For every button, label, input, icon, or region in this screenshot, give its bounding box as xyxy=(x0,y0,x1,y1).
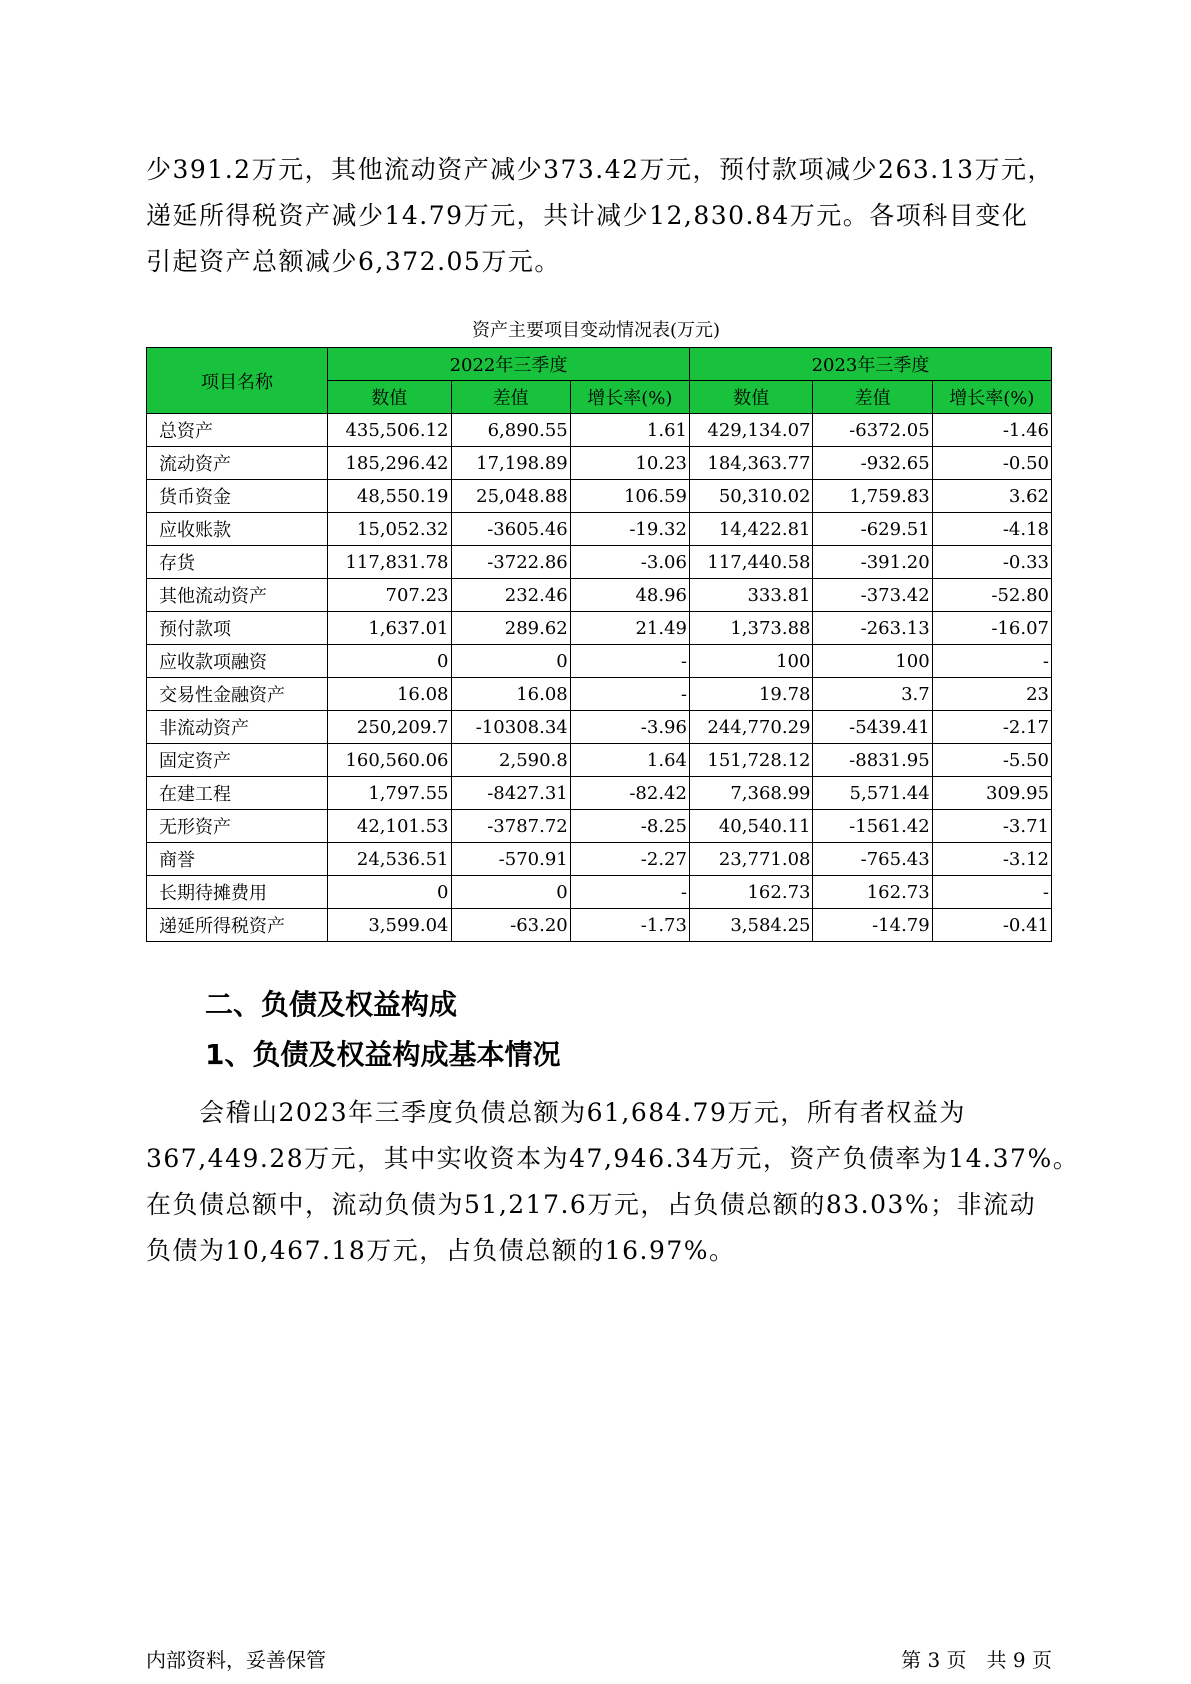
cell-d23: -6372.05 xyxy=(813,414,932,447)
table-row xyxy=(147,645,1052,678)
text-line: 负债为10,467.18万元，占负债总额的16.97%。 xyxy=(146,1236,736,1265)
cell-r22: -82.42 xyxy=(570,777,689,810)
cell-v22: 160,560.06 xyxy=(328,744,452,777)
cell-name: 总资产 xyxy=(147,414,328,447)
cell-v23: 117,440.58 xyxy=(689,546,813,579)
cell-d23: 100 xyxy=(813,645,932,678)
cell-r23: 23 xyxy=(932,678,1051,711)
cell-r22: 10.23 xyxy=(570,447,689,480)
header-diff: 差值 xyxy=(813,381,932,414)
cell-d22: 25,048.88 xyxy=(451,480,570,513)
cell-d23: -932.65 xyxy=(813,447,932,480)
cell-name: 商誉 xyxy=(147,843,328,876)
cell-d23: -263.13 xyxy=(813,612,932,645)
table-row xyxy=(147,447,1052,480)
asset-changes-table xyxy=(146,347,1052,942)
cell-name: 其他流动资产 xyxy=(147,579,328,612)
cell-v23: 244,770.29 xyxy=(689,711,813,744)
cell-r22: -3.06 xyxy=(570,546,689,579)
cell-name: 货币资金 xyxy=(147,480,328,513)
cell-name: 递延所得税资产 xyxy=(147,909,328,942)
cell-v22: 707.23 xyxy=(328,579,452,612)
header-diff: 差值 xyxy=(451,381,570,414)
header-item-name: 项目名称 xyxy=(147,348,328,414)
cell-name: 流动资产 xyxy=(147,447,328,480)
cell-r22: 106.59 xyxy=(570,480,689,513)
cell-v23: 40,540.11 xyxy=(689,810,813,843)
cell-v23: 151,728.12 xyxy=(689,744,813,777)
cell-r22: - xyxy=(570,645,689,678)
cell-name: 交易性金融资产 xyxy=(147,678,328,711)
table-body xyxy=(147,414,1052,942)
table-row xyxy=(147,579,1052,612)
cell-r23: -5.50 xyxy=(932,744,1051,777)
text-line: 递延所得税资产减少14.79万元，共计减少12,830.84万元。各项科目变化 xyxy=(146,201,1029,230)
table-row xyxy=(147,909,1052,942)
cell-v23: 19.78 xyxy=(689,678,813,711)
cell-v22: 0 xyxy=(328,876,452,909)
cell-r22: -19.32 xyxy=(570,513,689,546)
cell-r23: 3.62 xyxy=(932,480,1051,513)
cell-r23: -16.07 xyxy=(932,612,1051,645)
cell-d23: -391.20 xyxy=(813,546,932,579)
cell-v22: 117,831.78 xyxy=(328,546,452,579)
table-row xyxy=(147,810,1052,843)
header-2023-q3: 2023年三季度 xyxy=(689,348,1051,381)
text-line: 少391.2万元，其他流动资产减少373.42万元，预付款项减少263.13万元， xyxy=(146,155,1055,184)
cell-r23: -1.46 xyxy=(932,414,1051,447)
cell-v22: 1,797.55 xyxy=(328,777,452,810)
cell-v22: 1,637.01 xyxy=(328,612,452,645)
cell-r23: -0.41 xyxy=(932,909,1051,942)
cell-d22: -3787.72 xyxy=(451,810,570,843)
table-row xyxy=(147,678,1052,711)
table-row xyxy=(147,612,1052,645)
cell-v23: 50,310.02 xyxy=(689,480,813,513)
liabilities-paragraph xyxy=(146,1090,1080,1274)
text-line: 引起资产总额减少6,372.05万元。 xyxy=(146,247,561,276)
cell-d22: 232.46 xyxy=(451,579,570,612)
cell-r23: 309.95 xyxy=(932,777,1051,810)
cell-name: 应收款项融资 xyxy=(147,645,328,678)
cell-d22: 0 xyxy=(451,645,570,678)
cell-d22: -570.91 xyxy=(451,843,570,876)
footer-confidential-note: 内部资料，妥善保管 xyxy=(146,1648,326,1672)
cell-d23: -373.42 xyxy=(813,579,932,612)
header-rate: 增长率(%) xyxy=(932,381,1051,414)
cell-r22: -1.73 xyxy=(570,909,689,942)
cell-name: 预付款项 xyxy=(147,612,328,645)
cell-d23: 162.73 xyxy=(813,876,932,909)
cell-d22: 16.08 xyxy=(451,678,570,711)
cell-r23: - xyxy=(932,876,1051,909)
cell-v23: 184,363.77 xyxy=(689,447,813,480)
cell-d22: 289.62 xyxy=(451,612,570,645)
table-row xyxy=(147,546,1052,579)
cell-v23: 1,373.88 xyxy=(689,612,813,645)
text-line: 会稽山2023年三季度负债总额为61,684.79万元，所有者权益为 xyxy=(146,1098,966,1127)
cell-d23: -629.51 xyxy=(813,513,932,546)
cell-name: 固定资产 xyxy=(147,744,328,777)
cell-d23: -765.43 xyxy=(813,843,932,876)
cell-d22: -10308.34 xyxy=(451,711,570,744)
cell-v23: 23,771.08 xyxy=(689,843,813,876)
cell-r23: -0.33 xyxy=(932,546,1051,579)
text-line: 在负债总额中，流动负债为51,217.6万元，占负债总额的83.03%；非流动 xyxy=(146,1190,1037,1219)
cell-d22: 17,198.89 xyxy=(451,447,570,480)
header-value: 数值 xyxy=(689,381,813,414)
cell-v23: 7,368.99 xyxy=(689,777,813,810)
cell-name: 非流动资产 xyxy=(147,711,328,744)
cell-v22: 24,536.51 xyxy=(328,843,452,876)
cell-v22: 3,599.04 xyxy=(328,909,452,942)
cell-d23: 3.7 xyxy=(813,678,932,711)
cell-v23: 162.73 xyxy=(689,876,813,909)
cell-d22: -3722.86 xyxy=(451,546,570,579)
cell-v22: 0 xyxy=(328,645,452,678)
cell-r22: 1.64 xyxy=(570,744,689,777)
cell-name: 存货 xyxy=(147,546,328,579)
header-2022-q3: 2022年三季度 xyxy=(328,348,690,381)
table-row xyxy=(147,843,1052,876)
cell-d23: 5,571.44 xyxy=(813,777,932,810)
cell-d22: 2,590.8 xyxy=(451,744,570,777)
cell-d22: 6,890.55 xyxy=(451,414,570,447)
section-subheading: 1、负债及权益构成基本情况 xyxy=(205,1038,561,1071)
cell-r22: 1.61 xyxy=(570,414,689,447)
cell-r22: -3.96 xyxy=(570,711,689,744)
intro-paragraph xyxy=(146,147,1055,285)
cell-name: 无形资产 xyxy=(147,810,328,843)
cell-r22: -8.25 xyxy=(570,810,689,843)
cell-v22: 15,052.32 xyxy=(328,513,452,546)
cell-v23: 100 xyxy=(689,645,813,678)
cell-v23: 429,134.07 xyxy=(689,414,813,447)
cell-r23: -0.50 xyxy=(932,447,1051,480)
table-row xyxy=(147,876,1052,909)
cell-v22: 42,101.53 xyxy=(328,810,452,843)
cell-r22: 48.96 xyxy=(570,579,689,612)
cell-r23: -2.17 xyxy=(932,711,1051,744)
table-row xyxy=(147,711,1052,744)
cell-name: 在建工程 xyxy=(147,777,328,810)
cell-v22: 185,296.42 xyxy=(328,447,452,480)
cell-d22: -3605.46 xyxy=(451,513,570,546)
cell-name: 长期待摊费用 xyxy=(147,876,328,909)
cell-d22: -8427.31 xyxy=(451,777,570,810)
cell-r23: -3.12 xyxy=(932,843,1051,876)
cell-r23: -4.18 xyxy=(932,513,1051,546)
table-row xyxy=(147,480,1052,513)
cell-d23: -5439.41 xyxy=(813,711,932,744)
cell-d23: -14.79 xyxy=(813,909,932,942)
cell-d22: 0 xyxy=(451,876,570,909)
cell-d23: 1,759.83 xyxy=(813,480,932,513)
cell-v23: 14,422.81 xyxy=(689,513,813,546)
cell-r23: -3.71 xyxy=(932,810,1051,843)
cell-r22: - xyxy=(570,678,689,711)
table-caption: 资产主要项目变动情况表(万元) xyxy=(471,320,721,341)
cell-d23: -8831.95 xyxy=(813,744,932,777)
table-row xyxy=(147,513,1052,546)
header-row-groups xyxy=(147,348,1052,381)
text-line: 367,449.28万元，其中实收资本为47,946.34万元，资产负债率为14.37%。 xyxy=(146,1144,1080,1173)
footer-page-number: 第 3 页 共 9 页 xyxy=(901,1648,1052,1672)
table-row xyxy=(147,777,1052,810)
cell-d22: -63.20 xyxy=(451,909,570,942)
cell-d23: -1561.42 xyxy=(813,810,932,843)
table-row xyxy=(147,414,1052,447)
cell-r22: - xyxy=(570,876,689,909)
table-row xyxy=(147,744,1052,777)
cell-v23: 3,584.25 xyxy=(689,909,813,942)
cell-r23: - xyxy=(932,645,1051,678)
cell-v23: 333.81 xyxy=(689,579,813,612)
section-heading: 二、负债及权益构成 xyxy=(205,988,458,1021)
cell-r22: -2.27 xyxy=(570,843,689,876)
header-value: 数值 xyxy=(328,381,452,414)
cell-v22: 48,550.19 xyxy=(328,480,452,513)
cell-name: 应收账款 xyxy=(147,513,328,546)
cell-v22: 16.08 xyxy=(328,678,452,711)
cell-r23: -52.80 xyxy=(932,579,1051,612)
cell-r22: 21.49 xyxy=(570,612,689,645)
header-rate: 增长率(%) xyxy=(570,381,689,414)
cell-v22: 435,506.12 xyxy=(328,414,452,447)
cell-v22: 250,209.7 xyxy=(328,711,452,744)
